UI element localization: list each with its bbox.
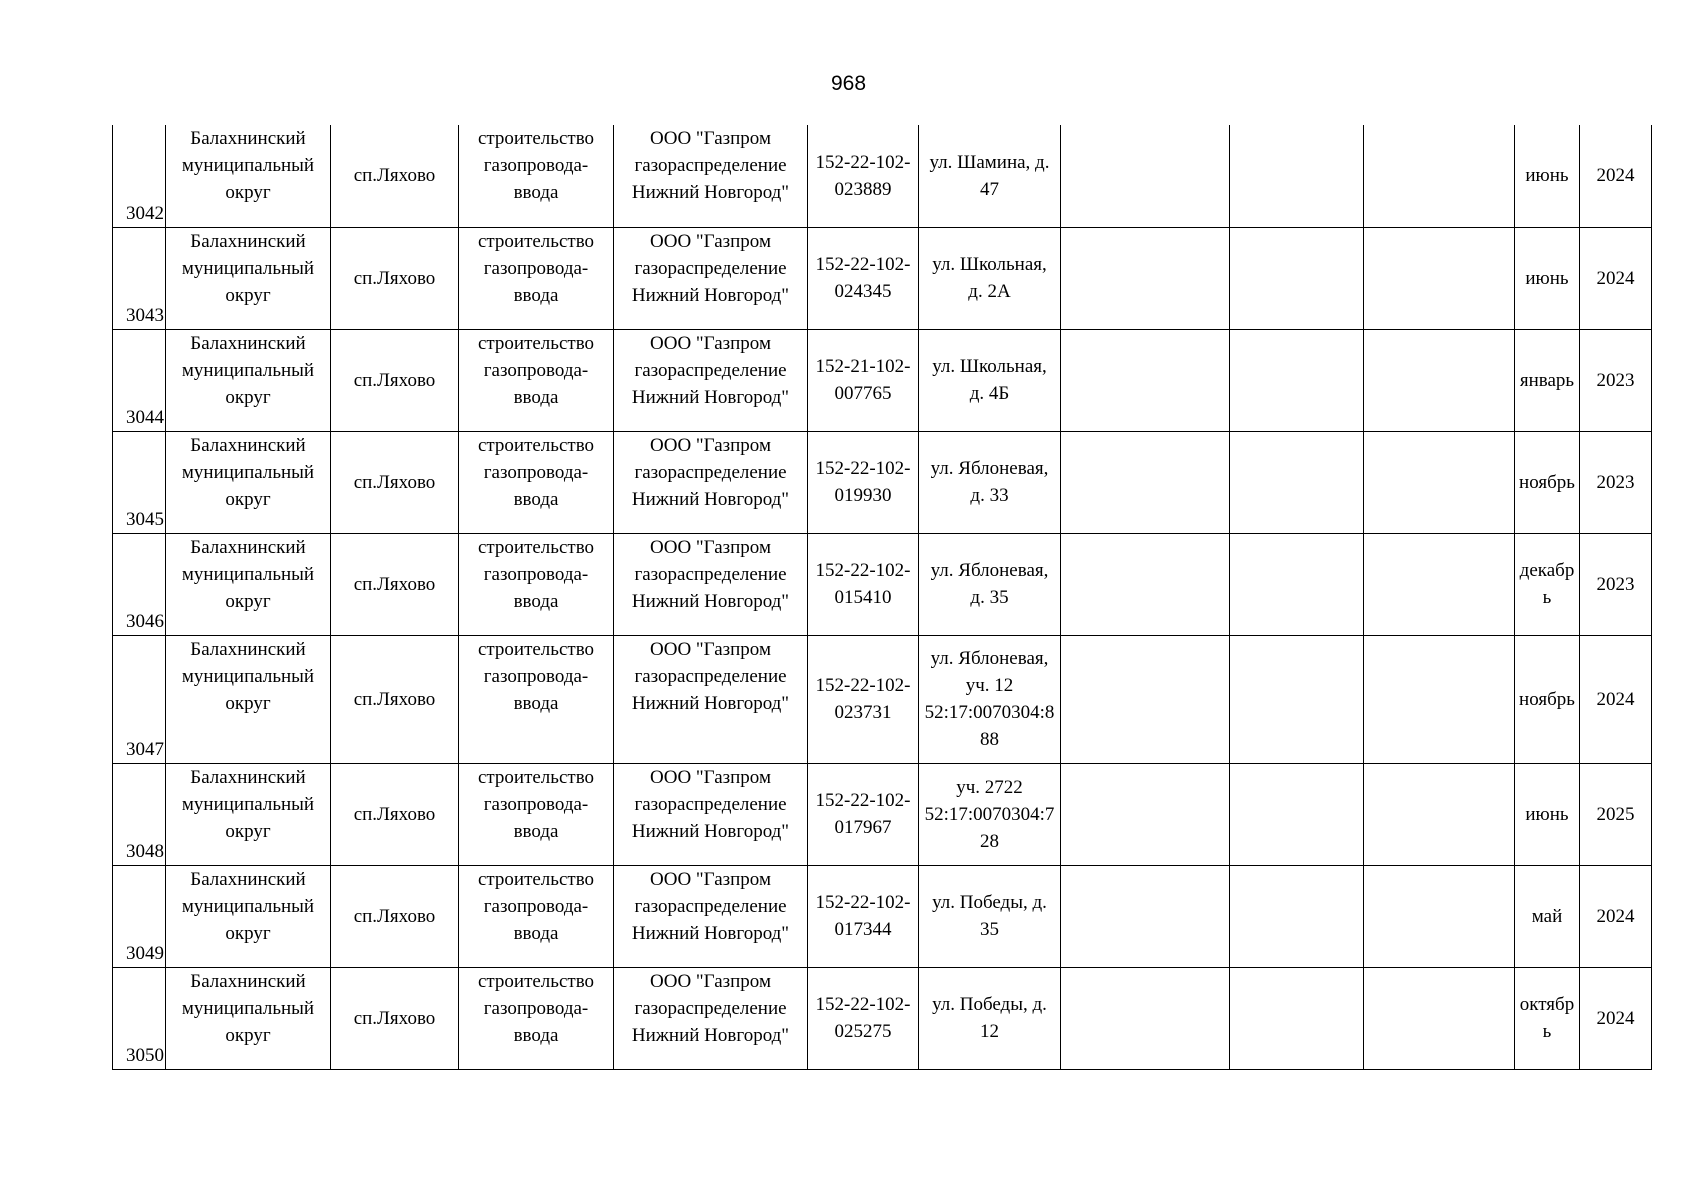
- district-cell-line: Балахнинский: [190, 332, 306, 354]
- address-cell: [919, 227, 1061, 329]
- settlement-cell: сп.Ляхово: [331, 329, 459, 431]
- organization-cell-line: Нижний Новгород": [631, 692, 790, 714]
- settlement-cell: сп.Ляхово: [331, 635, 459, 763]
- work-type-cell: [459, 125, 614, 227]
- address-cell-line: 52:17:0070304:7: [924, 803, 1055, 825]
- empty-cell-2: [1230, 865, 1364, 967]
- work-type-cell: [459, 227, 614, 329]
- organization-cell-line: ООО "Газпром: [650, 128, 771, 149]
- organization-cell-line: ООО "Газпром: [650, 766, 771, 788]
- work-type-cell-line: газопровода-: [483, 665, 589, 687]
- work-type-cell-line: газопровода-: [483, 155, 589, 176]
- district-cell-line: муниципальный: [181, 359, 315, 381]
- organization-cell-line: ООО "Газпром: [650, 536, 771, 558]
- organization-cell: [614, 329, 808, 431]
- row-number-cell: 3050: [113, 967, 166, 1069]
- year-cell: 2023: [1580, 533, 1652, 635]
- district-cell: [166, 227, 331, 329]
- month-cell-line: июнь: [1525, 803, 1569, 825]
- work-type-cell-line: строительство: [477, 766, 595, 788]
- empty-cell-3: [1364, 533, 1515, 635]
- empty-cell-1: [1061, 967, 1230, 1069]
- address-cell-line: ул. Школьная,: [932, 254, 1047, 275]
- district-cell-line: округ: [225, 488, 271, 510]
- work-type-cell: [459, 635, 614, 763]
- organization-cell-line: газораспределение: [634, 665, 787, 687]
- application-code-cell-line: 023889: [834, 178, 892, 200]
- district-cell-line: муниципальный: [181, 155, 315, 176]
- address-cell-line: 47: [980, 178, 999, 200]
- organization-cell-line: Нижний Новгород": [631, 182, 790, 203]
- empty-cell-3: [1364, 865, 1515, 967]
- organization-cell: [614, 635, 808, 763]
- work-type-cell: [459, 329, 614, 431]
- organization-cell-line: газораспределение: [634, 257, 787, 279]
- organization-cell-line: Нижний Новгород": [631, 386, 790, 408]
- application-code-cell-line: 152-22-102-: [815, 675, 911, 696]
- application-code-cell-line: 007765: [834, 383, 892, 404]
- empty-cell-1: [1061, 431, 1230, 533]
- district-cell-line: округ: [225, 182, 271, 203]
- organization-cell: [614, 865, 808, 967]
- application-code-cell: [808, 125, 919, 227]
- application-code-cell-line: 152-22-102-: [815, 790, 911, 811]
- district-cell-line: муниципальный: [181, 257, 315, 279]
- application-code-cell-line: 015410: [834, 587, 892, 608]
- organization-cell-line: ООО "Газпром: [650, 970, 771, 992]
- month-cell: [1515, 763, 1580, 865]
- application-code-cell: [808, 967, 919, 1069]
- application-code-cell: [808, 431, 919, 533]
- table-row: [113, 967, 1652, 1069]
- settlement-cell: сп.Ляхово: [331, 431, 459, 533]
- work-type-cell-line: ввода: [513, 692, 559, 714]
- empty-cell-2: [1230, 227, 1364, 329]
- address-cell-line: уч. 12: [965, 675, 1014, 696]
- district-cell-line: округ: [225, 590, 271, 612]
- district-cell-line: Балахнинский: [190, 128, 306, 149]
- work-type-cell-line: строительство: [477, 332, 595, 354]
- district-cell-line: округ: [225, 284, 271, 306]
- district-cell: [166, 967, 331, 1069]
- empty-cell-3: [1364, 125, 1515, 227]
- work-type-cell-line: строительство: [477, 638, 595, 660]
- address-cell: [919, 125, 1061, 227]
- address-cell-line: ул. Яблоневая,: [930, 648, 1049, 669]
- district-cell-line: округ: [225, 692, 271, 714]
- district-cell: [166, 329, 331, 431]
- address-cell: [919, 431, 1061, 533]
- empty-cell-1: [1061, 533, 1230, 635]
- application-code-cell-line: 152-22-102-: [815, 994, 911, 1015]
- empty-cell-3: [1364, 967, 1515, 1069]
- table-row: [113, 635, 1652, 763]
- empty-cell-2: [1230, 967, 1364, 1069]
- empty-cell-2: [1230, 533, 1364, 635]
- empty-cell-1: [1061, 329, 1230, 431]
- address-cell-line: ул. Яблоневая,: [930, 560, 1049, 581]
- month-cell: [1515, 329, 1580, 431]
- month-cell-line: октябр: [1519, 994, 1575, 1015]
- month-cell-line: ноябрь: [1519, 471, 1575, 493]
- empty-cell-3: [1364, 329, 1515, 431]
- work-type-cell-line: газопровода-: [483, 563, 589, 585]
- work-type-cell-line: ввода: [513, 488, 559, 510]
- year-cell: 2023: [1580, 431, 1652, 533]
- row-number-cell: 3048: [113, 763, 166, 865]
- settlement-cell: сп.Ляхово: [331, 125, 459, 227]
- year-cell: 2025: [1580, 763, 1652, 865]
- address-cell-line: ул. Победы, д.: [932, 994, 1047, 1015]
- organization-cell-line: Нижний Новгород": [631, 590, 790, 612]
- organization-cell-line: газораспределение: [634, 359, 787, 381]
- work-type-cell: [459, 533, 614, 635]
- address-cell-line: 12: [980, 1021, 999, 1042]
- address-cell-line: ул. Школьная,: [932, 356, 1047, 377]
- row-number-cell: 3045: [113, 431, 166, 533]
- address-cell: [919, 967, 1061, 1069]
- month-cell-line: ь: [1542, 1021, 1552, 1042]
- empty-cell-3: [1364, 227, 1515, 329]
- district-cell-line: Балахнинский: [190, 230, 306, 252]
- settlement-cell: сп.Ляхово: [331, 763, 459, 865]
- address-cell-line: уч. 2722: [956, 776, 1023, 798]
- application-code-cell-line: 017344: [834, 919, 892, 940]
- month-cell-line: май: [1531, 905, 1563, 927]
- application-code-cell: [808, 329, 919, 431]
- work-type-cell: [459, 763, 614, 865]
- empty-cell-2: [1230, 635, 1364, 763]
- work-type-cell-line: газопровода-: [483, 257, 589, 279]
- month-cell: [1515, 533, 1580, 635]
- table-row: [113, 227, 1652, 329]
- application-code-cell-line: 152-21-102-: [815, 356, 911, 377]
- organization-cell-line: Нижний Новгород": [631, 284, 790, 306]
- month-cell: [1515, 635, 1580, 763]
- organization-cell: [614, 227, 808, 329]
- organization-cell-line: Нижний Новгород": [631, 1024, 790, 1046]
- work-type-cell: [459, 967, 614, 1069]
- work-type-cell-line: строительство: [477, 536, 595, 558]
- empty-cell-2: [1230, 763, 1364, 865]
- organization-cell-line: газораспределение: [634, 563, 787, 585]
- district-cell: [166, 865, 331, 967]
- settlement-cell: сп.Ляхово: [331, 227, 459, 329]
- district-cell-line: округ: [225, 1024, 271, 1046]
- work-type-cell: [459, 865, 614, 967]
- district-cell-line: муниципальный: [181, 997, 315, 1019]
- district-cell-line: округ: [225, 820, 271, 842]
- district-cell: [166, 763, 331, 865]
- district-cell-line: Балахнинский: [190, 970, 306, 992]
- row-number-cell: 3044: [113, 329, 166, 431]
- district-cell-line: Балахнинский: [190, 766, 306, 788]
- application-code-cell-line: 152-22-102-: [815, 151, 911, 173]
- row-number-cell: 3042: [113, 125, 166, 227]
- address-cell: [919, 329, 1061, 431]
- address-cell: [919, 865, 1061, 967]
- application-code-cell: [808, 533, 919, 635]
- organization-cell: [614, 967, 808, 1069]
- month-cell: [1515, 125, 1580, 227]
- organization-cell-line: Нижний Новгород": [631, 488, 790, 510]
- district-cell: [166, 635, 331, 763]
- organization-cell-line: ООО "Газпром: [650, 434, 771, 456]
- organization-cell-line: ООО "Газпром: [650, 332, 771, 354]
- empty-cell-3: [1364, 431, 1515, 533]
- work-type-cell-line: строительство: [477, 868, 595, 890]
- month-cell: [1515, 865, 1580, 967]
- row-number-cell: 3047: [113, 635, 166, 763]
- table-row: [113, 125, 1652, 227]
- work-type-cell-line: газопровода-: [483, 895, 589, 917]
- empty-cell-3: [1364, 763, 1515, 865]
- application-code-cell-line: 019930: [834, 485, 892, 506]
- organization-cell-line: газораспределение: [634, 793, 787, 815]
- address-cell-line: ул. Шамина, д.: [929, 151, 1050, 173]
- year-cell: 2023: [1580, 329, 1652, 431]
- organization-cell-line: газораспределение: [634, 895, 787, 917]
- year-cell: 2024: [1580, 967, 1652, 1069]
- work-type-cell-line: строительство: [477, 970, 595, 992]
- district-cell: [166, 431, 331, 533]
- month-cell-line: декабр: [1519, 560, 1575, 581]
- empty-cell-3: [1364, 635, 1515, 763]
- address-cell-line: д. 2А: [968, 281, 1011, 302]
- application-code-cell: [808, 763, 919, 865]
- address-cell-line: ул. Победы, д.: [932, 892, 1047, 913]
- organization-cell: [614, 125, 808, 227]
- application-code-cell: [808, 635, 919, 763]
- address-cell-line: д. 33: [970, 485, 1009, 506]
- organization-cell-line: ООО "Газпром: [650, 868, 771, 890]
- work-type-cell-line: ввода: [513, 922, 559, 944]
- work-type-cell-line: ввода: [513, 284, 559, 306]
- year-cell: 2024: [1580, 227, 1652, 329]
- district-cell-line: муниципальный: [181, 563, 315, 585]
- settlement-cell: сп.Ляхово: [331, 967, 459, 1069]
- organization-cell-line: Нижний Новгород": [631, 922, 790, 944]
- district-cell-line: округ: [225, 922, 271, 944]
- district-cell-line: муниципальный: [181, 793, 315, 815]
- application-code-cell-line: 017967: [834, 817, 892, 838]
- month-cell-line: ноябрь: [1519, 688, 1575, 710]
- organization-cell-line: ООО "Газпром: [650, 230, 771, 252]
- district-cell-line: округ: [225, 386, 271, 408]
- organization-cell-line: газораспределение: [634, 155, 787, 176]
- organization-cell-line: Нижний Новгород": [631, 820, 790, 842]
- row-number-cell: 3049: [113, 865, 166, 967]
- work-type-cell-line: газопровода-: [483, 793, 589, 815]
- work-type-cell-line: газопровода-: [483, 997, 589, 1019]
- settlement-cell: сп.Ляхово: [331, 533, 459, 635]
- month-cell: [1515, 967, 1580, 1069]
- address-cell-line: 88: [980, 729, 999, 750]
- address-cell-line: ул. Яблоневая,: [930, 458, 1049, 479]
- district-cell-line: Балахнинский: [190, 536, 306, 558]
- empty-cell-1: [1061, 125, 1230, 227]
- table-row: [113, 533, 1652, 635]
- work-type-cell-line: газопровода-: [483, 359, 589, 381]
- address-cell-line: д. 35: [970, 587, 1009, 608]
- application-code-cell-line: 152-22-102-: [815, 560, 911, 581]
- work-type-cell-line: ввода: [513, 182, 559, 203]
- organization-cell-line: газораспределение: [634, 461, 787, 483]
- district-cell: [166, 125, 331, 227]
- month-cell-line: ь: [1542, 587, 1552, 608]
- empty-cell-2: [1230, 329, 1364, 431]
- row-number-cell: 3046: [113, 533, 166, 635]
- address-cell: [919, 763, 1061, 865]
- empty-cell-2: [1230, 125, 1364, 227]
- month-cell-line: июнь: [1525, 267, 1569, 289]
- work-type-cell: [459, 431, 614, 533]
- organization-cell-line: ООО "Газпром: [650, 638, 771, 660]
- month-cell-line: июнь: [1525, 165, 1569, 187]
- organization-cell: [614, 533, 808, 635]
- district-cell-line: Балахнинский: [190, 434, 306, 456]
- address-cell-line: д. 4Б: [969, 383, 1010, 404]
- work-type-cell-line: строительство: [477, 434, 595, 456]
- table-row: [113, 865, 1652, 967]
- work-type-cell-line: строительство: [477, 230, 595, 252]
- year-cell: 2024: [1580, 125, 1652, 227]
- settlement-cell: сп.Ляхово: [331, 865, 459, 967]
- work-type-cell-line: ввода: [513, 386, 559, 408]
- district-cell-line: муниципальный: [181, 665, 315, 687]
- work-type-cell-line: газопровода-: [483, 461, 589, 483]
- empty-cell-2: [1230, 431, 1364, 533]
- gasification-table: [112, 125, 1652, 1070]
- page-number: 968: [830, 72, 867, 95]
- district-cell-line: муниципальный: [181, 895, 315, 917]
- empty-cell-1: [1061, 227, 1230, 329]
- address-cell: [919, 533, 1061, 635]
- organization-cell: [614, 431, 808, 533]
- application-code-cell-line: 023731: [834, 702, 892, 723]
- month-cell: [1515, 227, 1580, 329]
- work-type-cell-line: ввода: [513, 590, 559, 612]
- year-cell: 2024: [1580, 865, 1652, 967]
- address-cell-line: 35: [980, 919, 999, 940]
- organization-cell-line: газораспределение: [634, 997, 787, 1019]
- district-cell-line: Балахнинский: [190, 638, 306, 660]
- work-type-cell-line: строительство: [477, 128, 595, 149]
- work-type-cell-line: ввода: [513, 1024, 559, 1046]
- address-cell: [919, 635, 1061, 763]
- year-cell: 2024: [1580, 635, 1652, 763]
- district-cell-line: муниципальный: [181, 461, 315, 483]
- district-cell-line: Балахнинский: [190, 868, 306, 890]
- application-code-cell: [808, 865, 919, 967]
- row-number-cell: 3043: [113, 227, 166, 329]
- work-type-cell-line: ввода: [513, 820, 559, 842]
- empty-cell-1: [1061, 763, 1230, 865]
- application-code-cell-line: 152-22-102-: [815, 892, 911, 913]
- empty-cell-1: [1061, 865, 1230, 967]
- month-cell-line: январь: [1519, 369, 1575, 391]
- application-code-cell-line: 152-22-102-: [815, 458, 911, 479]
- organization-cell: [614, 763, 808, 865]
- table-row: [113, 763, 1652, 865]
- address-cell-line: 52:17:0070304:8: [924, 702, 1055, 723]
- table-row: [113, 329, 1652, 431]
- month-cell: [1515, 431, 1580, 533]
- application-code-cell-line: 152-22-102-: [815, 254, 911, 275]
- application-code-cell-line: 024345: [834, 281, 892, 302]
- address-cell-line: 28: [980, 830, 999, 852]
- application-code-cell-line: 025275: [834, 1021, 892, 1042]
- application-code-cell: [808, 227, 919, 329]
- district-cell: [166, 533, 331, 635]
- table-row: [113, 431, 1652, 533]
- empty-cell-1: [1061, 635, 1230, 763]
